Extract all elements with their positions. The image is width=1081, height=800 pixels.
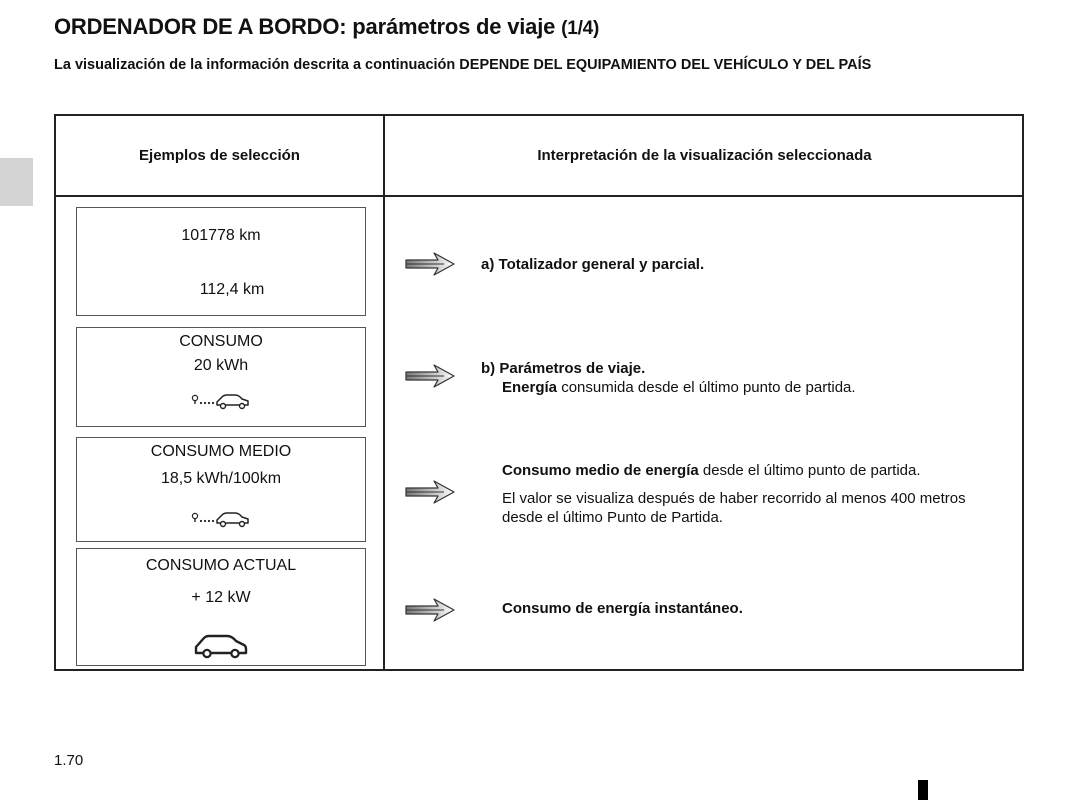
display-example-odometer bbox=[76, 207, 366, 316]
interp-title: Totalizador general y parcial. bbox=[498, 256, 705, 273]
page-subtitle: La visualización de la información descrita a continuación DEPENDE DEL EQUIPAMIENTO DEL VEHÍCULO Y DEL PAÍS bbox=[54, 57, 872, 73]
display-line-label: CONSUMO bbox=[179, 333, 263, 350]
page-title-part: (1/4) bbox=[561, 18, 600, 39]
trip-car-icon bbox=[77, 510, 365, 528]
trip-car-icon bbox=[77, 392, 365, 410]
interp-title: Consumo medio de energía bbox=[502, 462, 699, 479]
interp-title: Parámetros de viaje. bbox=[499, 360, 646, 377]
interp-note-line2: desde el último Punto de Partida. bbox=[502, 509, 723, 526]
interp-title: Consumo de energía instantáneo. bbox=[502, 600, 743, 617]
page-title bbox=[54, 14, 599, 40]
info-table bbox=[54, 114, 1024, 671]
display-line-label: CONSUMO ACTUAL bbox=[145, 557, 297, 574]
interpretation-instant-consumption bbox=[481, 599, 743, 618]
interp-label: a) bbox=[481, 256, 495, 273]
car-icon bbox=[77, 633, 365, 659]
arrow-right-icon bbox=[404, 363, 456, 389]
interpretation-average-consumption bbox=[481, 461, 966, 527]
display-line-total: 101778 km bbox=[181, 227, 261, 244]
side-tab bbox=[0, 158, 33, 206]
arrow-right-icon bbox=[404, 479, 456, 505]
display-line-label: CONSUMO MEDIO bbox=[150, 443, 292, 460]
column-header-interpretation: Interpretación de la visualización seleccionada bbox=[537, 147, 872, 164]
display-example-consumption bbox=[76, 327, 366, 427]
display-line-value: 18,5 kWh/100km bbox=[160, 470, 282, 487]
corner-mark bbox=[918, 780, 928, 800]
page-number: 1.70 bbox=[54, 752, 84, 769]
page-title-text: ORDENADOR DE A BORDO: parámetros de viaje bbox=[54, 14, 556, 39]
display-example-average-consumption bbox=[76, 437, 366, 542]
header-divider bbox=[56, 195, 1022, 197]
interp-term: Energía bbox=[502, 379, 558, 396]
display-line-value: + 12 kW bbox=[191, 589, 251, 606]
interpretation-consumption bbox=[481, 359, 856, 397]
column-divider bbox=[383, 116, 385, 669]
interp-description: consumida desde el último punto de partida. bbox=[557, 379, 856, 396]
display-line-partial: 112,4 km bbox=[199, 281, 265, 298]
interp-note-line1: El valor se visualiza después de haber recorrido al menos 400 metros bbox=[502, 490, 966, 507]
arrow-right-icon bbox=[404, 251, 456, 277]
interpretation-odometer bbox=[481, 255, 704, 274]
column-header-examples: Ejemplos de selección bbox=[139, 147, 300, 164]
display-line-value: 20 kWh bbox=[193, 357, 249, 374]
display-example-instant-consumption bbox=[76, 548, 366, 666]
interp-label: b) bbox=[481, 360, 496, 377]
interp-description: desde el último punto de partida. bbox=[698, 462, 921, 479]
arrow-right-icon bbox=[404, 597, 456, 623]
